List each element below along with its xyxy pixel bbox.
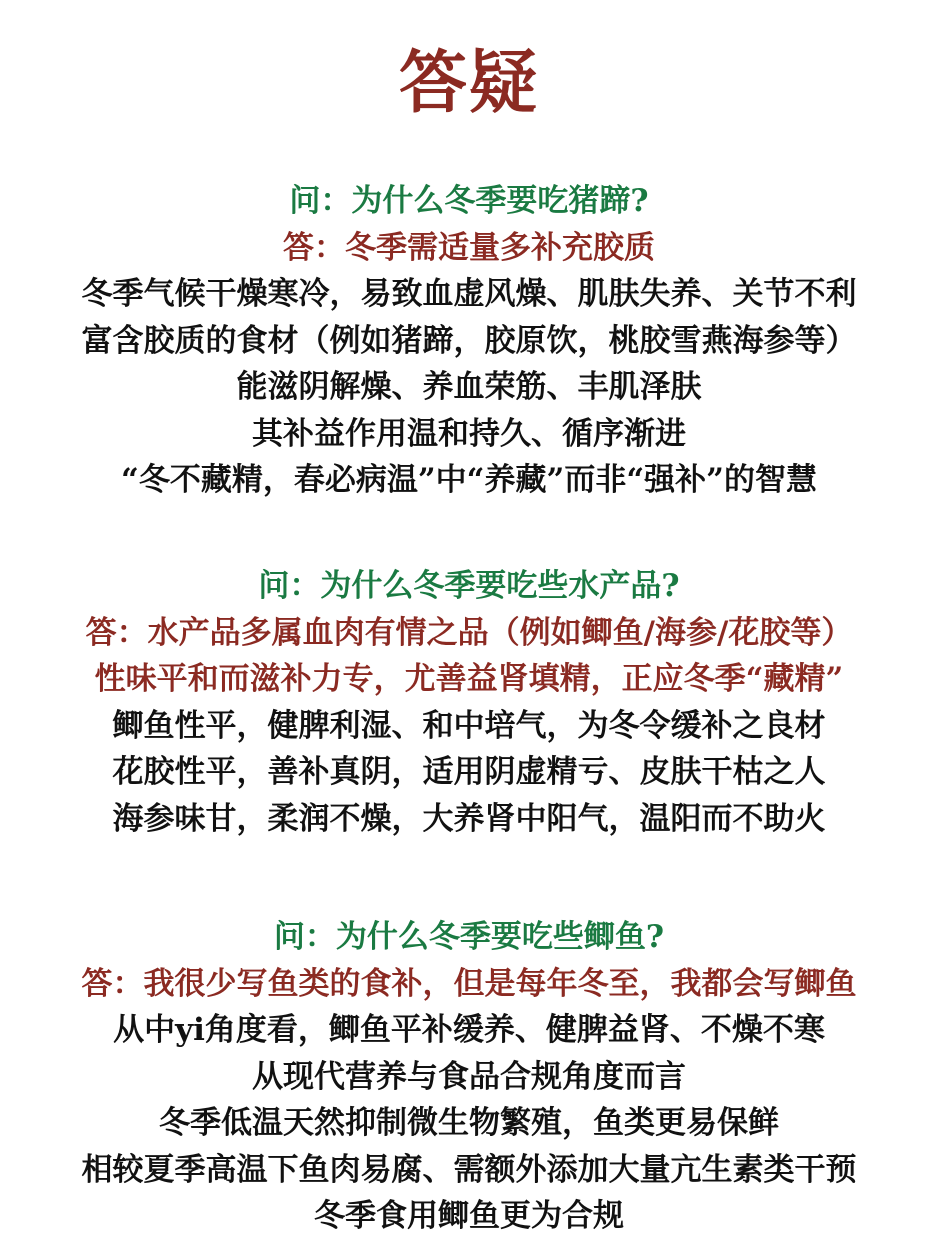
body-line: 能滋阴解燥、养血荣筋、丰肌泽肤: [236, 369, 702, 405]
body-line: 相较夏季高温下鱼肉易腐、需额外添加大量亢生素类干预: [81, 1151, 857, 1188]
body-line: 从现代营养与食品合规角度而言: [252, 1058, 686, 1095]
question-text: 问：为什么冬季要吃些鲫鱼?: [273, 919, 665, 955]
answer-text: 答：我很少写鱼类的食补，但是每年冬至，我都会写鲫鱼: [81, 965, 857, 1002]
body-line: 其补益作用温和持久、循序渐进: [252, 415, 686, 452]
body-line: 花胶性平，善补真阴，适用阴虚精亏、皮肤干枯之人: [112, 754, 826, 790]
body-line: “冬不藏精，春必病温”中“养藏”而非“强补”的智慧: [121, 462, 817, 498]
body-line: 海参味甘，柔润不燥，大养肾中阳气，温阳而不助火: [112, 800, 826, 837]
qa-section-pig-trotter: [0, 178, 938, 504]
qa-section-aquatic-products: [0, 563, 938, 842]
answer-text: 答：水产品多属血肉有情之品（例如鲫鱼/海参/花胶等）: [85, 614, 853, 651]
body-line: 富含胶质的食材（例如猪蹄，胶原饮，桃胶雪燕海参等）: [81, 322, 857, 359]
body-line: 鲫鱼性平，健脾利湿、和中培气，为冬令缓补之良材: [112, 707, 826, 744]
body-line: 冬季气候干燥寒冷，易致血虚风燥、肌肤失养、关节不利: [81, 276, 857, 312]
body-line: 冬季低温天然抑制微生物繁殖，鱼类更易保鲜: [159, 1105, 779, 1141]
answer-text: 答：冬季需适量多补充胶质: [283, 229, 655, 266]
answer-text: 性味平和而滋补力专，尤善益肾填精，正应冬季“藏精”: [94, 661, 844, 697]
body-line: 从中yi角度看，鲫鱼平补缓养、健脾益肾、不燥不寒: [113, 1012, 825, 1048]
body-line: 冬季食用鲫鱼更为合规: [314, 1198, 624, 1234]
qa-section-crucian-carp: [0, 914, 938, 1240]
question-text: 问：为什么冬季要吃猪蹄?: [289, 183, 649, 219]
question-text: 问：为什么冬季要吃些水产品?: [258, 568, 680, 604]
page-title: 答疑: [398, 43, 539, 123]
